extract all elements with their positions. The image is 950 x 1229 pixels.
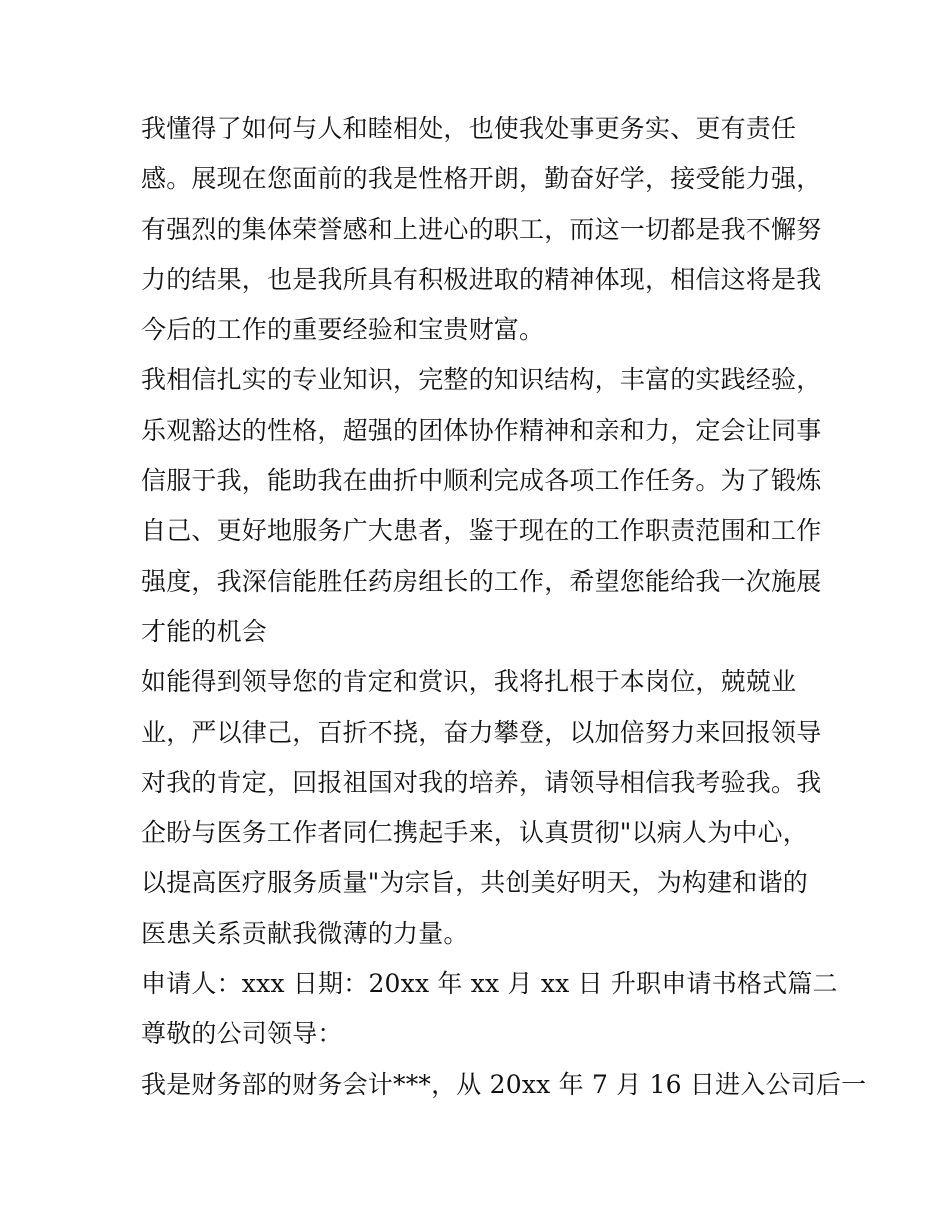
text-line: 我相信扎实的专业知识，完整的知识结构，丰富的实践经验， [141,365,822,395]
text-line: 我是财务部的财务会计***，从 20xx 年 7 月 16 日进入公司后一 [141,1069,867,1099]
text-line: 以提高医疗服务质量"为宗旨，共创美好明天，为构建和谐的 [141,868,808,898]
text-line: 感。展现在您面前的我是性格开朗，勤奋好学，接受能力强， [141,164,822,194]
text-line: 尊敬的公司领导： [141,1019,343,1049]
text-line: 今后的工作的重要经验和宝贵财富。 [141,315,545,345]
text-line: 业，严以律己，百折不挠，奋力攀登，以加倍努力来回报领导 [141,717,822,747]
text-line: 自己、更好地服务广大患者，鉴于现在的工作职责范围和工作 [141,516,822,546]
text-line: 申请人：xxx 日期：20xx 年 xx 月 xx 日 升职申请书格式篇二 [141,969,838,999]
text-line: 医患关系贡献我微薄的力量。 [141,918,469,948]
text-line: 有强烈的集体荣誉感和上进心的职工，而这一切都是我不懈努 [141,214,822,244]
text-line: 力的结果，也是我所具有积极进取的精神体现，相信这将是我 [141,264,822,294]
text-line: 企盼与医务工作者同仁携起手来，认真贯彻"以病人为中心， [141,818,808,848]
text-line: 才能的机会 [141,616,268,646]
text-line: 乐观豁达的性格，超强的团体协作精神和亲和力，定会让同事 [141,415,822,445]
document-body [141,104,867,1110]
text-line: 我懂得了如何与人和睦相处，也使我处事更务实、更有责任 [141,114,797,143]
text-line: 信服于我，能助我在曲折中顺利完成各项工作任务。为了锻炼 [141,466,822,496]
text-line: 强度，我深信能胜任药房组长的工作，希望您能给我一次施展 [141,566,822,596]
text-line: 如能得到领导您的肯定和赏识，我将扎根于本岗位，兢兢业 [141,667,797,697]
text-line: 对我的肯定，回报祖国对我的培养，请领导相信我考验我。我 [141,767,822,797]
